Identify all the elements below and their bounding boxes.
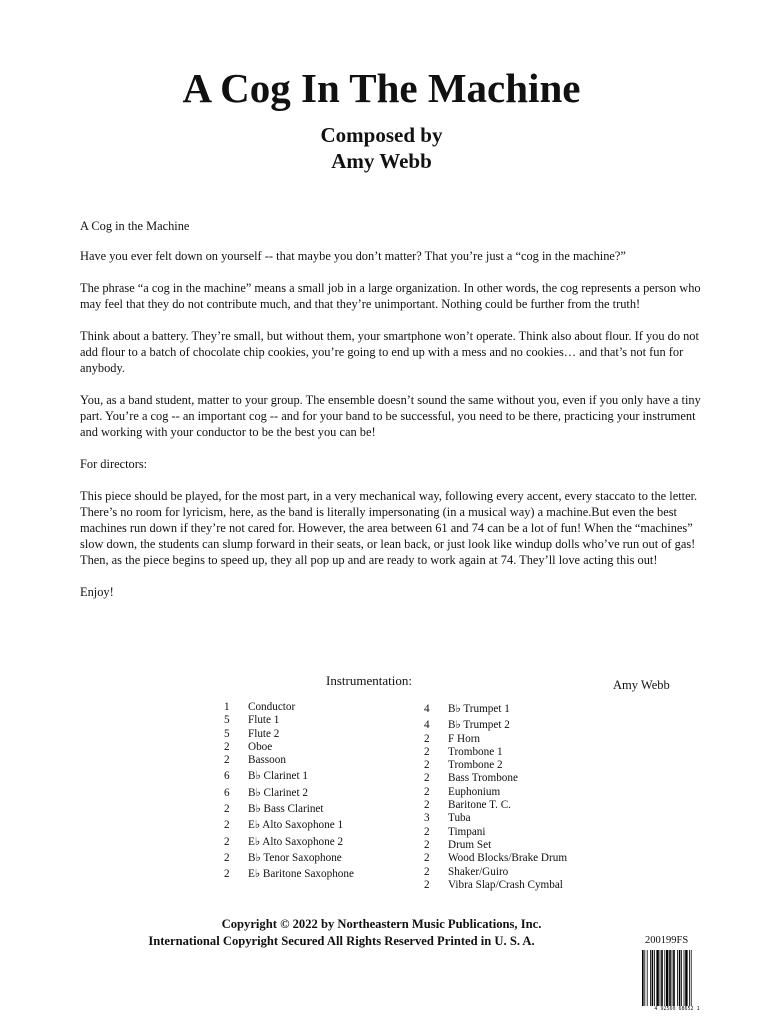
- barcode-image: [641, 950, 711, 1012]
- barcode-bar: [672, 950, 673, 1006]
- instrument-list-right: [424, 703, 567, 892]
- instrument-count: 3: [424, 812, 430, 825]
- instrument-count: 2: [424, 838, 430, 851]
- barcode-bar: [679, 950, 681, 1006]
- instrument-row: [224, 787, 354, 800]
- barcode-bar: [689, 950, 690, 1006]
- instrument-row: [424, 759, 567, 772]
- instrument-row: [224, 803, 354, 816]
- instrument-count: 2: [424, 785, 430, 798]
- instrument-count: 2: [424, 852, 430, 865]
- barcode-bar: [650, 950, 651, 1006]
- instrument-name: Tuba: [448, 812, 471, 825]
- instrument-count: 2: [224, 754, 230, 767]
- instrument-name: Baritone T. C.: [448, 799, 511, 812]
- instrument-row: [424, 866, 567, 879]
- instrument-name: Conductor: [248, 701, 296, 713]
- instrument-name: B♭ Clarinet 2: [248, 786, 308, 799]
- barcode-bar: [654, 950, 655, 1006]
- instrument-row: [424, 839, 567, 852]
- instrument-name: Trombone 2: [448, 759, 503, 772]
- instrument-name: Flute 2: [248, 727, 280, 740]
- notes-paragraph: You, as a band student, matter to your group. The ensemble doesn’t sound the same without you, even if you only have a tiny part. You’re a cog -- an important cog -- and for your band to be successful, you need to be there, practicing your instrument and working with your conductor to be the best you can be!: [80, 393, 701, 439]
- instrument-name: E♭ Alto Saxophone 1: [248, 819, 344, 832]
- instrument-row: [424, 772, 567, 785]
- copyright-line: Copyright © 2022 by Northeastern Music Publications, Inc.: [221, 917, 542, 931]
- instrument-count: 2: [424, 878, 430, 891]
- instrument-row: [224, 770, 354, 783]
- instrument-row: [424, 852, 567, 865]
- instrument-count: 2: [424, 759, 430, 772]
- instrument-count: 2: [224, 851, 230, 864]
- instrument-count: 2: [424, 799, 430, 812]
- instrument-name: E♭ Alto Saxophone 2: [248, 835, 344, 848]
- instrument-name: B♭ Trumpet 1: [448, 703, 510, 715]
- instrument-name: Vibra Slap/Crash Cymbal: [448, 878, 563, 891]
- barcode-bar: [652, 950, 654, 1006]
- instrument-name: E♭ Baritone Saxophone: [248, 868, 354, 881]
- catalog-number: 200199FS: [645, 935, 689, 946]
- closing-line: Enjoy!: [80, 585, 114, 599]
- instrument-count: 2: [224, 803, 230, 816]
- instrument-name: Drum Set: [448, 838, 492, 851]
- barcode-bar: [664, 950, 665, 1006]
- barcode-digits: 4 92560 68652 1: [654, 1006, 700, 1012]
- instrument-row: [424, 812, 567, 825]
- barcode-bar: [661, 950, 663, 1006]
- instrument-name: Oboe: [248, 740, 273, 753]
- instrument-row: [224, 741, 354, 754]
- instrument-count: 2: [424, 825, 430, 838]
- composer-name: Amy Webb: [331, 149, 432, 173]
- instrument-count: 2: [224, 740, 230, 753]
- instrument-row: [424, 719, 567, 732]
- instrument-count: 2: [224, 819, 230, 832]
- instrument-row: [224, 754, 354, 767]
- barcode-bars: [641, 950, 711, 1006]
- instrument-row: [224, 819, 354, 832]
- notes-paragraph: Think about a battery. They’re small, but without them, your smartphone won’t operate. Think also about flour. If you do not add flour to a batch of chocolate chip cookies, you’re going to end up with a mess and no cookies… and that’s not fun for anybody.: [80, 329, 699, 375]
- barcode-bar: [673, 950, 675, 1006]
- instrument-row: [424, 826, 567, 839]
- barcode-bar: [642, 950, 644, 1006]
- barcode-bar: [669, 950, 671, 1006]
- instrument-name: Timpani: [448, 825, 486, 838]
- instrument-name: B♭ Clarinet 1: [248, 770, 308, 783]
- barcode-bar: [691, 950, 692, 1006]
- instrumentation-heading: Instrumentation:: [326, 673, 412, 688]
- instrument-name: Flute 1: [248, 714, 280, 727]
- barcode-bar: [685, 950, 687, 1006]
- instrument-row: [424, 746, 567, 759]
- instrument-row: [224, 868, 354, 881]
- instrument-row: [424, 703, 567, 716]
- instrument-row: [424, 879, 567, 892]
- instrument-count: 2: [424, 732, 430, 745]
- instrument-count: 2: [424, 865, 430, 878]
- instrument-name: Bassoon: [248, 754, 286, 767]
- instrument-row: [424, 799, 567, 812]
- composer-credit: [0, 122, 763, 174]
- barcode-bar: [677, 950, 678, 1006]
- barcode-bar: [656, 950, 658, 1006]
- instrument-row: [224, 728, 354, 741]
- barcode-bar: [681, 950, 682, 1006]
- instrument-name: B♭ Bass Clarinet: [248, 803, 324, 816]
- instrument-name: B♭ Tenor Saxophone: [248, 851, 342, 864]
- instrument-name: F Horn: [448, 732, 481, 745]
- instrument-count: 2: [224, 868, 230, 881]
- instrument-count: 2: [424, 772, 430, 785]
- program-notes: [80, 218, 710, 616]
- rights-line: International Copyright Secured All Rights Reserved Printed in U. S. A.: [148, 934, 535, 948]
- barcode-bar: [644, 950, 645, 1006]
- notes-paragraph: The phrase “a cog in the machine” means a small job in a large organization. In other words, the cog represents a person who may feel that they do not contribute much, and that they’re unimportant. Nothing could be further from the truth!: [80, 281, 701, 311]
- instrument-row: [224, 714, 354, 727]
- instrument-row: [224, 701, 354, 714]
- instrument-row: [224, 852, 354, 865]
- barcode-bar: [684, 950, 685, 1006]
- instrument-name: Shaker/Guiro: [448, 865, 509, 878]
- instrument-row: [224, 836, 354, 849]
- instrument-count: 2: [224, 835, 230, 848]
- instrument-count: 4: [424, 703, 430, 715]
- instrument-name: Bass Trombone: [448, 772, 518, 785]
- barcode-bar: [660, 950, 661, 1006]
- instrument-name: Euphonium: [448, 785, 501, 798]
- instrument-count: 6: [224, 786, 230, 799]
- instrument-name: Wood Blocks/Brake Drum: [448, 852, 568, 865]
- notes-paragraph: Have you ever felt down on yourself -- that maybe you don’t matter? That you’re just a “cog in the machine?”: [80, 249, 626, 263]
- directors-heading: For directors:: [80, 457, 148, 471]
- instrument-count: 6: [224, 770, 230, 783]
- notes-heading: A Cog in the Machine: [80, 219, 190, 233]
- composed-by-label: Composed by: [320, 123, 443, 147]
- instrument-name: Trombone 1: [448, 745, 503, 758]
- instrument-count: 5: [224, 727, 230, 740]
- barcode-bar: [666, 950, 668, 1006]
- instrumentation-author: Amy Webb: [613, 678, 670, 692]
- instrument-name: B♭ Trumpet 2: [448, 719, 510, 732]
- instrument-count: 2: [424, 745, 430, 758]
- instrument-row: [424, 733, 567, 746]
- instrument-count: 4: [424, 719, 430, 732]
- page-title: A Cog In The Machine: [182, 65, 581, 111]
- instrument-list-left: [224, 701, 354, 882]
- instrument-count: 1: [224, 701, 230, 713]
- instrument-row: [424, 786, 567, 799]
- directors-paragraph: This piece should be played, for the most part, in a very mechanical way, following every accent, every staccato to the letter. There’s no room for lyricism, here, as the band is literally impersonating (in a musical way) a machine.But even the best machines run down if they’re not cared for. However, the area between 61 and 74 can be a lot of fun! When the “machines” slow down, the students can slump forward in their seats, or lean back, or just look like windup dolls who’ve run out of gas! Then, as the piece begins to speed up, they all pop up and are ready to work again at 74. They’ll love acting this out!: [80, 489, 698, 567]
- barcode-bar: [647, 950, 648, 1006]
- instrument-count: 5: [224, 714, 230, 727]
